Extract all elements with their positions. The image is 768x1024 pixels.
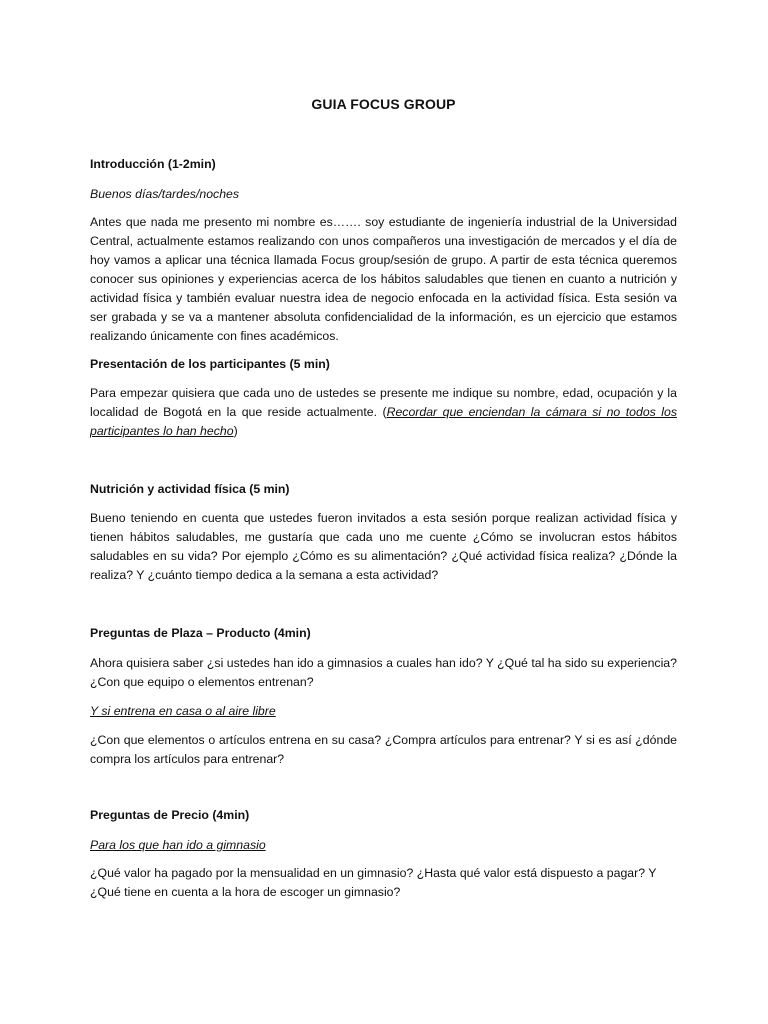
participants-heading: Presentación de los participantes (5 min) (90, 357, 330, 371)
price-subnote (90, 836, 677, 855)
participants-text: Para empezar quisiera que cada uno de ustedes se presente me indique su nombre, edad, ocupación y la localidad de Bogotá en la que reside actualmente. ( (90, 386, 677, 419)
place-product-subnote (90, 702, 677, 721)
price-heading: Preguntas de Precio (4min) (90, 808, 250, 822)
document-page (90, 0, 677, 1024)
nutrition-heading: Nutrición y actividad física (5 min) (90, 482, 290, 496)
participants-body (90, 384, 677, 441)
intro-heading: Introducción (1-2min) (90, 157, 216, 171)
intro-greeting: Buenos días/tardes/noches (90, 187, 240, 201)
price-body: ¿Qué valor ha pagado por la mensualidad en un gimnasio? ¿Hasta qué valor está dispuesto a pagar? Y ¿Qué tiene en cuenta a la hora de escoger un gimnasio? (90, 866, 657, 899)
place-product-body: Ahora quisiera saber ¿si ustedes han ido a gimnasios a cuales han ido? Y ¿Qué tal ha sido su experiencia? ¿Con que equipo o elementos entrenan? (90, 656, 677, 689)
participants-note: Recordar que enciendan la cámara si no todos los participantes lo han hecho (90, 405, 677, 438)
place-product-heading: Preguntas de Plaza – Producto (4min) (90, 626, 311, 640)
price-subnote-text: Para los que han ido a gimnasio (90, 838, 266, 852)
nutrition-body: Bueno teniendo en cuenta que ustedes fueron invitados a esta sesión porque realizan actividad física y tienen hábitos saludables, me gustaría que cada uno me cuente ¿Cómo se involucran estos hábitos saludables en su vida? Por ejemplo ¿Cómo es su alimentación? ¿Qué actividad física realiza? ¿Dónde la realiza? Y ¿cuánto tiempo dedica a la semana a esta actividad? (90, 511, 677, 582)
place-product-subnote-text: Y si entrena en casa o al aire libre (90, 704, 276, 718)
intro-body: Antes que nada me presento mi nombre es……. soy estudiante de ingeniería industrial de la Universidad Central, actualmente estamos realizando con unos compañeros una investigación de mercados y el día de hoy vamos a aplicar una técnica llamada Focus group/sesión de grupo. A partir de esta técnica queremos conocer sus opiniones y experiencias acerca de los hábitos saludables que tienen en cuanto a nutrición y actividad física y también evaluar nuestra idea de negocio enfocada en la actividad física. Esta sesión va ser grabada y se va a mantener absoluta confidencialidad de la información, es un ejercicio que estamos realizando únicamente con fines académicos. (90, 215, 677, 343)
place-product-body2: ¿Con que elementos o artículos entrena en su casa? ¿Compra artículos para entrenar? Y si es así ¿dónde compra los artículos para entrenar? (90, 733, 677, 766)
document-title: GUIA FOCUS GROUP (311, 96, 456, 112)
participants-note-close: ) (233, 424, 238, 438)
